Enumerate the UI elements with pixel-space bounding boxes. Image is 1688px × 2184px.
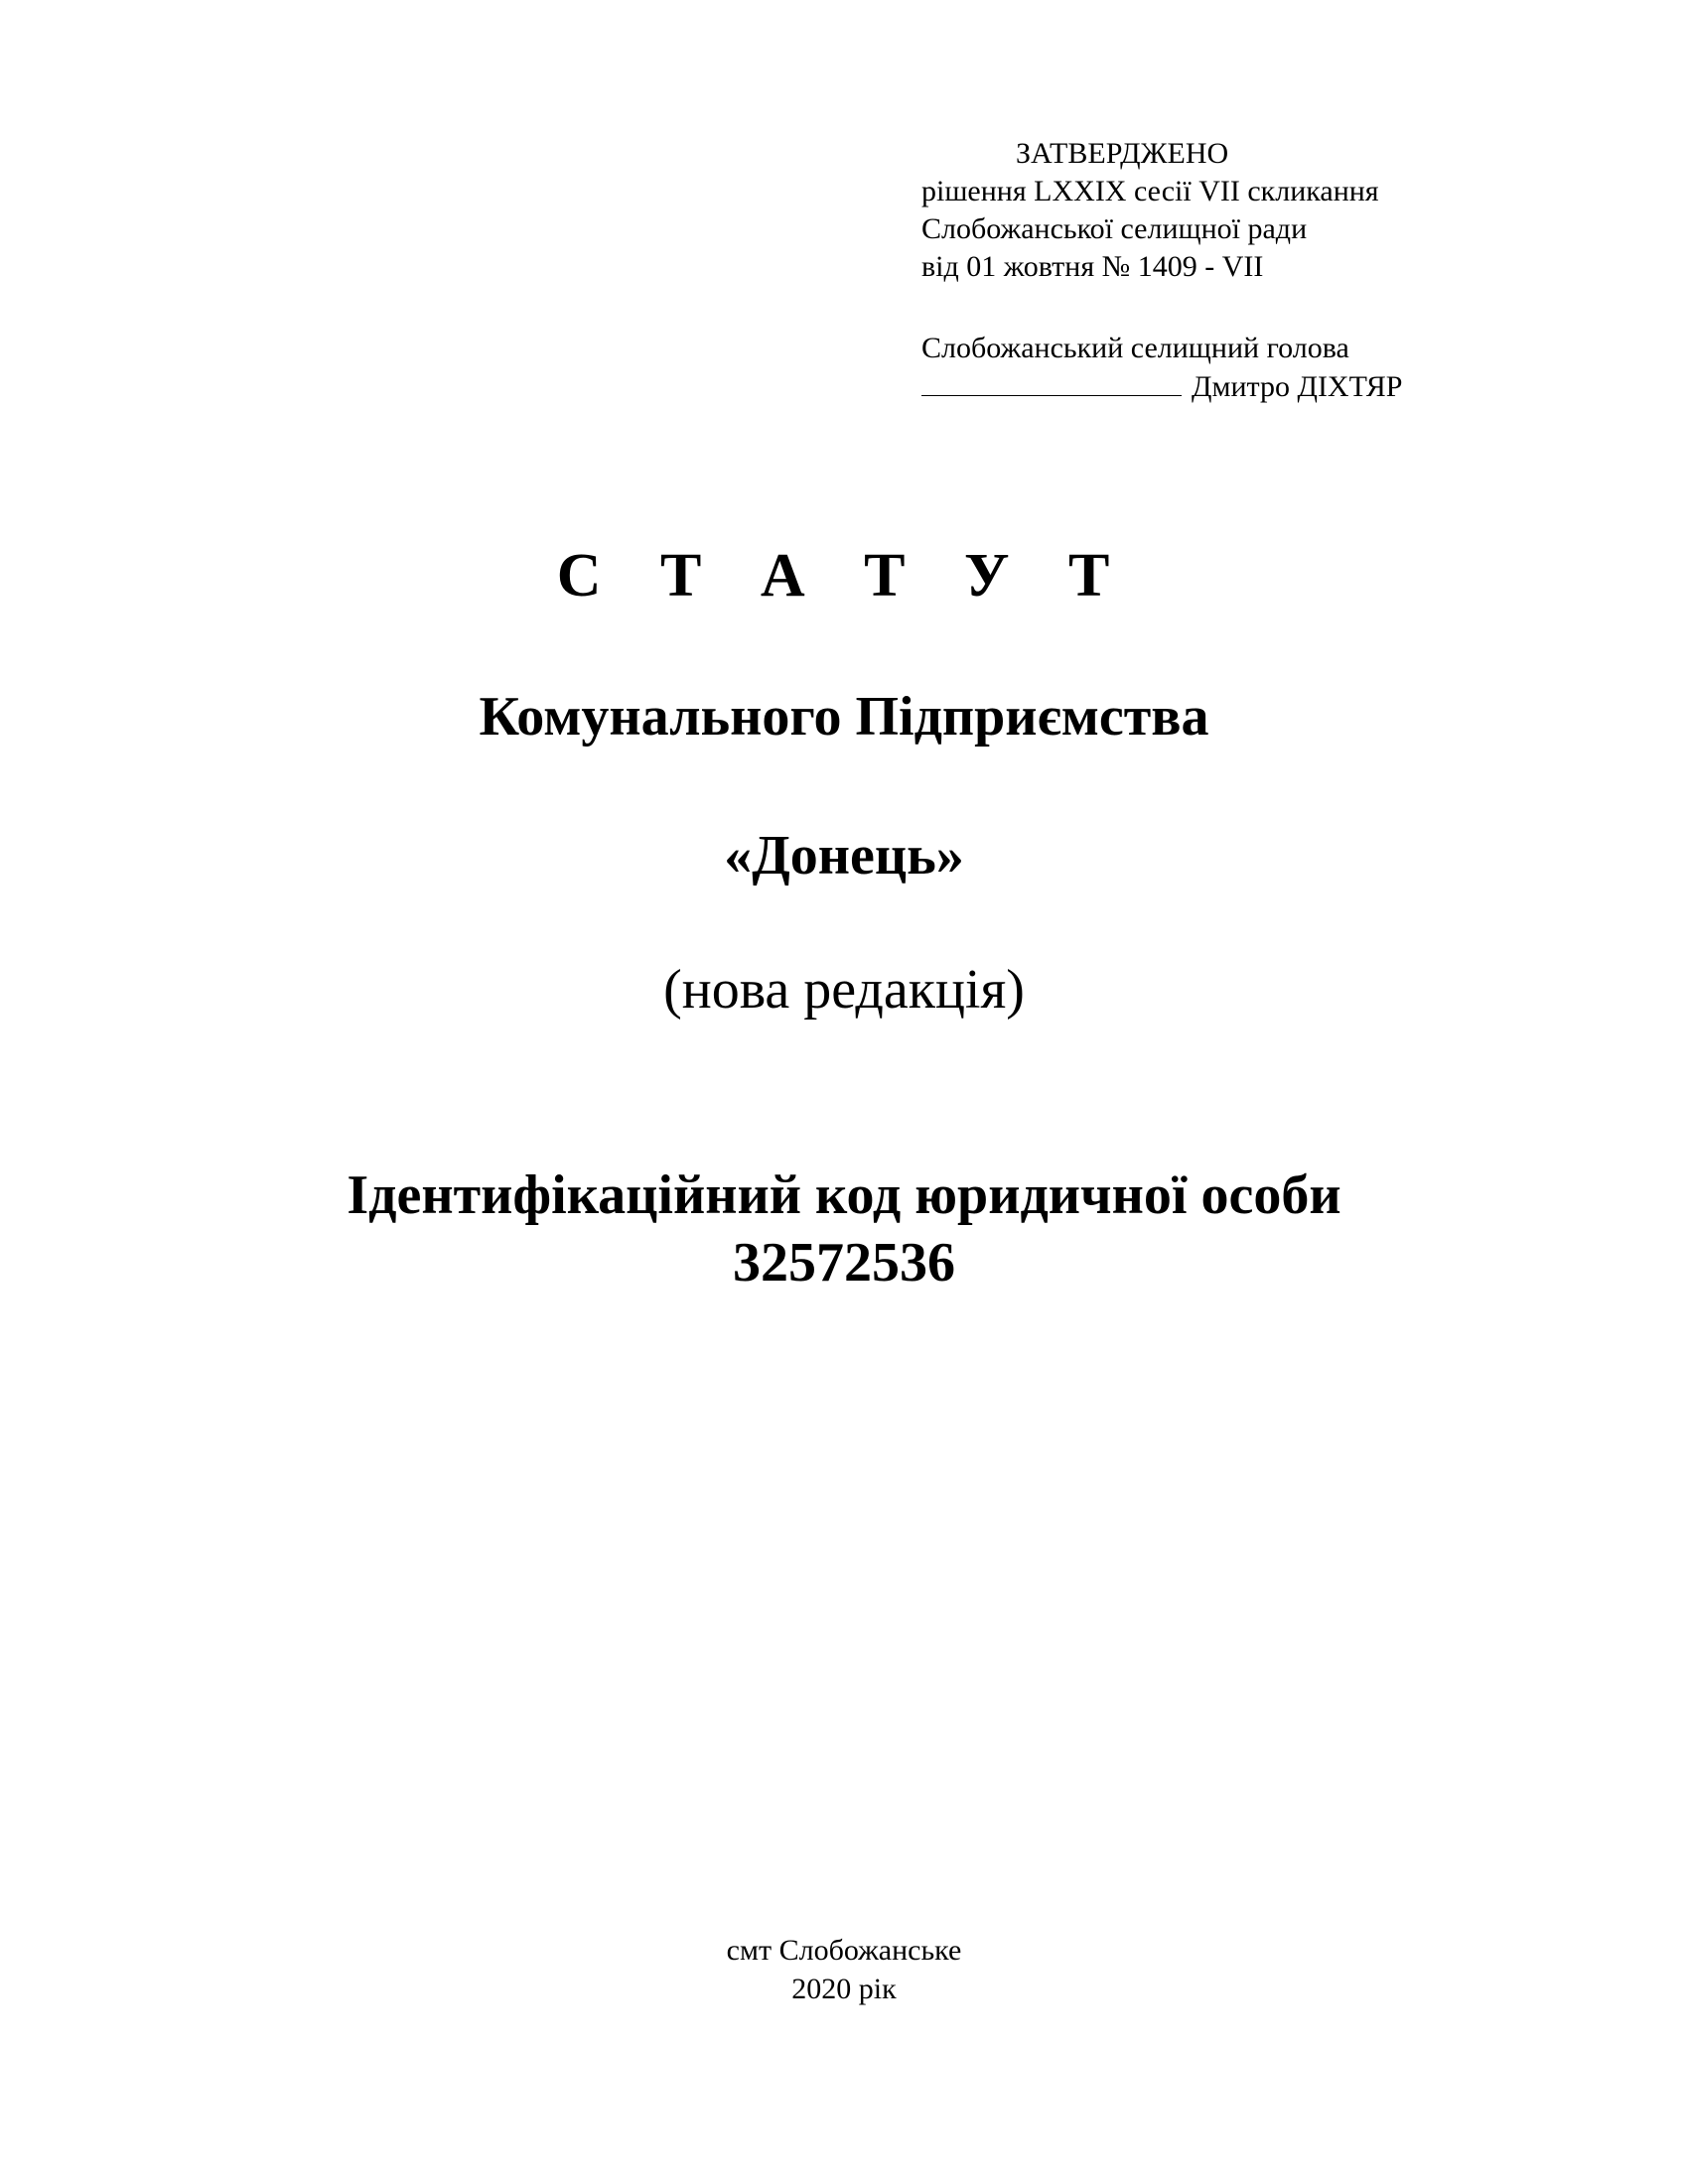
signature-line: [921, 367, 1636, 406]
enterprise-name: «Донець»: [724, 825, 964, 887]
approval-block: [921, 135, 1636, 406]
document-title: С Т А Т У Т: [556, 542, 1132, 610]
signer-name: Дмитро ДІХТЯР: [1192, 370, 1403, 403]
identification-code: 32572536: [733, 1232, 955, 1294]
approval-spacer: [921, 286, 1636, 330]
council-line: Слобожанської селищної ради: [921, 212, 1308, 245]
approved-label: ЗАТВЕРДЖЕНО: [1016, 137, 1229, 170]
footer-year: 2020 рік: [791, 1973, 897, 2005]
decision-line: рішення LXXIX сесії VII скликання: [921, 175, 1379, 207]
decision-date-line: від 01 жовтня № 1409 - VII: [921, 250, 1264, 283]
edition-note: (нова редакція): [663, 959, 1025, 1021]
signature-blank: [921, 367, 1182, 396]
head-title-line: Слобожанський селищний голова: [921, 332, 1349, 364]
identification-label: Ідентифікаційний код юридичної особи: [347, 1164, 1341, 1226]
footer-place: смт Слобожанське: [726, 1934, 962, 1967]
enterprise-type: Комунального Підприємства: [479, 686, 1209, 748]
